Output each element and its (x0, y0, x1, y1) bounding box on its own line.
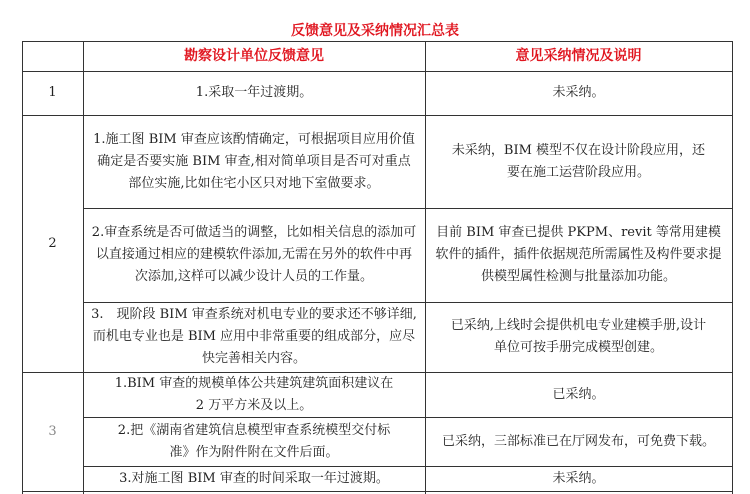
adoption-cell: 未采纳。 (552, 85, 605, 100)
table-border (83, 417, 733, 418)
feedback-cell: 1.采取一年过渡期。 (195, 85, 313, 100)
row-index: 1 (48, 85, 57, 100)
adoption-cell: 未采纳。 (552, 470, 605, 486)
feedback-cell: 2.审查系统是否可做适当的调整，比如相关信息的添加可以直接通过相应的建模软件添加,无需在另外的软件中再次添加,这样可以减少设计人员的工作量。 (91, 225, 417, 284)
table-border (22, 41, 733, 42)
adoption-cell: 已采纳,上线时会提供机电专业建模手册,设计单位可按手册完成模型创建。 (450, 318, 707, 355)
table-border (22, 115, 733, 116)
table-border (83, 41, 84, 494)
feedback-cell: 1.BIM 审查的规模单体公共建筑建筑面积建议在 2 万平方米及以上。 (114, 375, 394, 413)
adoption-cell: 已采纳，三部标准已在厅网发布，可免费下载。 (441, 433, 715, 449)
adoption-cell: 已采纳。 (552, 386, 605, 402)
table-border (732, 41, 733, 494)
table-border (22, 491, 733, 492)
table-border (83, 208, 733, 209)
table-border (83, 466, 733, 467)
adoption-cell: 目前 BIM 审查已提供 PKPM、revit 等常用建模软件的插件，插件依据规范所需属性及构件要求提供模型属性检测与批量添加功能。 (435, 225, 722, 284)
feedback-cell: 2.把《湖南省建筑信息模型审查系统模型交付标准》作为附件附在文件后面。 (117, 422, 391, 460)
header-index (22, 41, 83, 71)
document-title: 反馈意见及采纳情况汇总表 (291, 23, 459, 39)
row-index: 2 (48, 235, 57, 251)
feedback-cell: 3. 现阶段 BIM 审查系统对机电专业的要求还不够详细,而机电专业也是 BIM 应用中非常重要的组成部分，应尽快完善相关内容。 (91, 307, 417, 366)
row-index: 3 (48, 423, 57, 439)
feedback-cell: 1.施工图 BIM 审查应该酌情确定，可根据项目应用价值确定是否要实施 BIM 审查,相对简单项目是否可对重点部位实施,比如住宅小区只对地下室做要求。 (93, 131, 415, 191)
table-border (22, 41, 23, 494)
header-adoption: 意见采纳情况及说明 (515, 48, 642, 64)
table-border (22, 372, 733, 373)
table-border (22, 71, 733, 72)
feedback-cell: 3.对施工图 BIM 审查的时间采取一年过渡期。 (119, 470, 389, 486)
header-feedback: 勘察设计单位反馈意见 (184, 48, 324, 64)
table-border (83, 302, 733, 303)
adoption-cell: 未采纳，BIM 模型不仅在设计阶段应用，还要在施工运营阶段应用。 (451, 142, 706, 180)
table-border (425, 41, 426, 494)
